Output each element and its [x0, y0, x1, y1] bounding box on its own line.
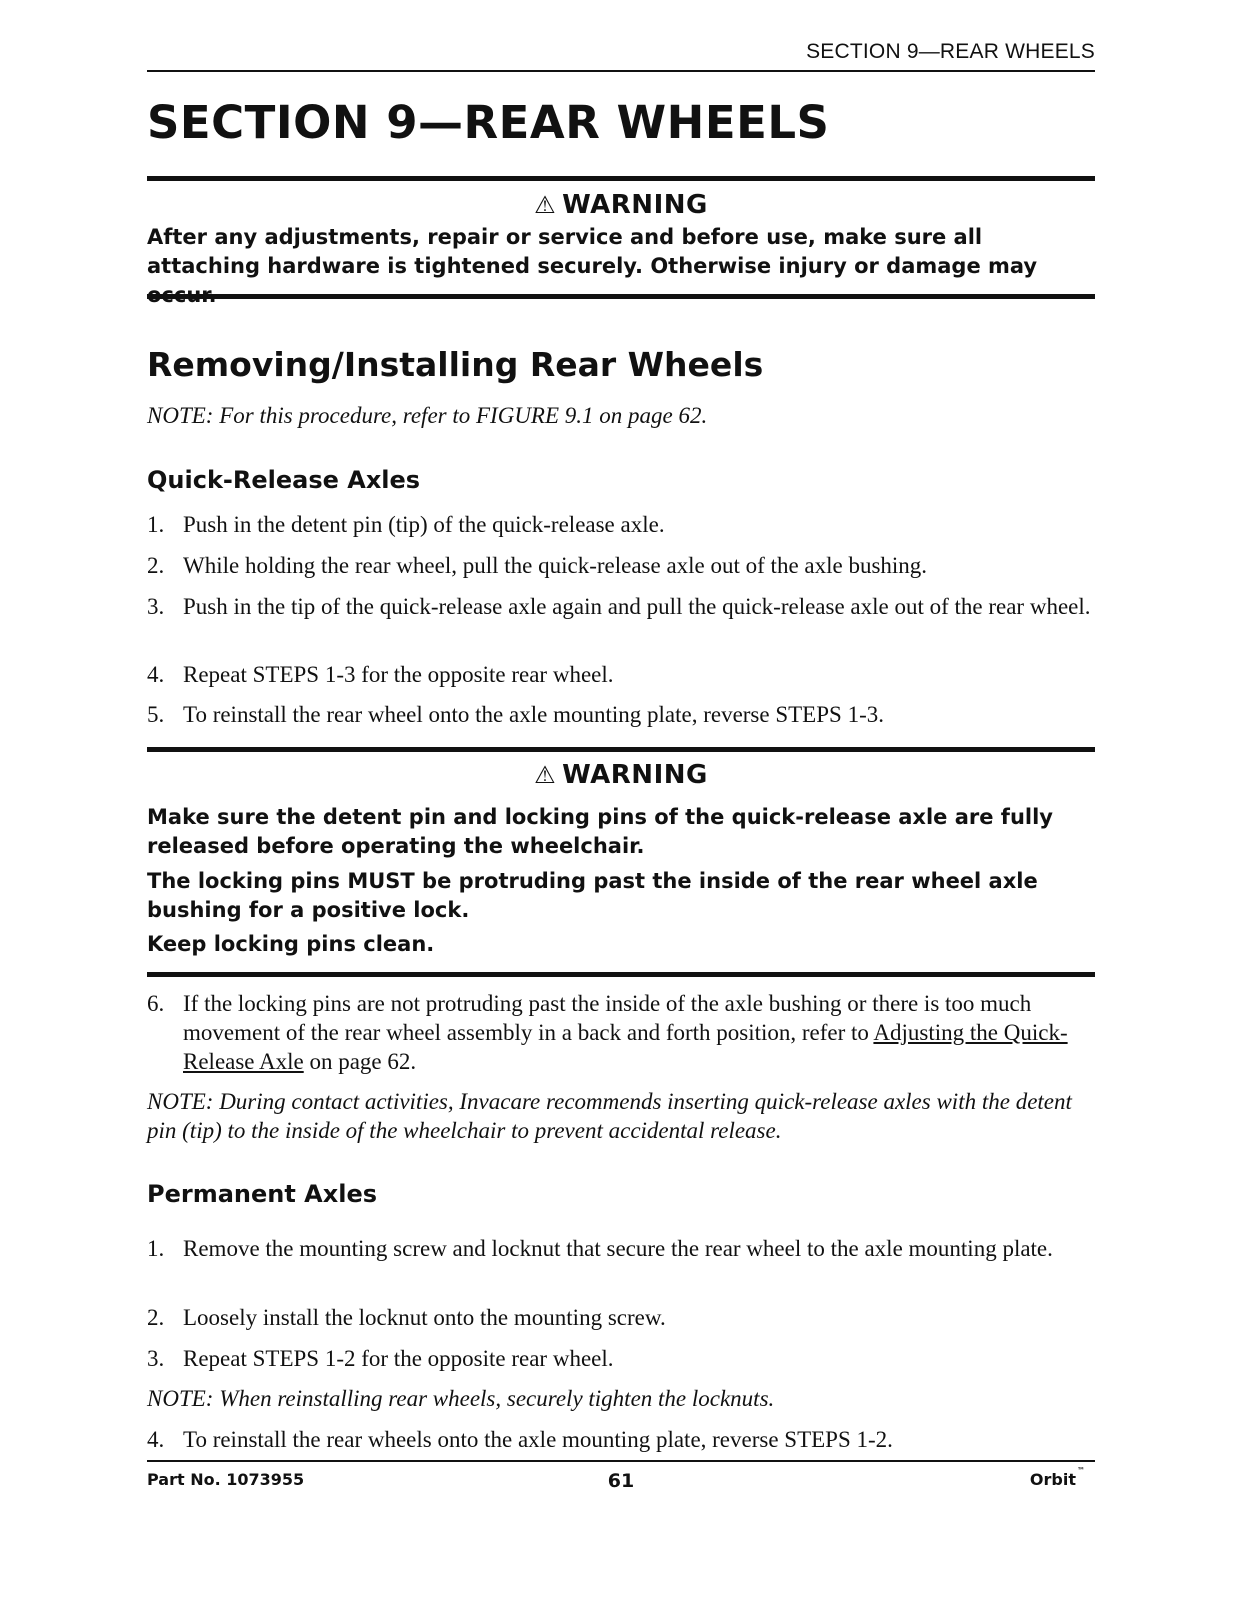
- footer-rule: [147, 1460, 1095, 1462]
- warning-label: WARNING: [562, 190, 708, 220]
- warning-triangle-icon: ⚠: [534, 761, 557, 789]
- section-title: SECTION 9—REAR WHEELS: [147, 96, 830, 149]
- subheading-permanent: Permanent Axles: [147, 1180, 378, 1208]
- warning-triangle-icon: ⚠: [534, 191, 557, 219]
- footer-product: Orbit™: [1029, 1466, 1085, 1489]
- link-adjusting-axle[interactable]: Adjusting the Quick-Release Axle: [183, 1020, 1068, 1074]
- warning-top-rule: [147, 747, 1095, 752]
- section-heading-removing: Removing/Installing Rear Wheels: [147, 345, 764, 384]
- warning-bottom-rule: [147, 972, 1095, 977]
- subheading-quick-release: Quick-Release Axles: [147, 466, 421, 494]
- note-figure-ref: NOTE: For this procedure, refer to FIGURE 9.1 on page 62.: [147, 403, 708, 428]
- footer-page-number: 61: [607, 1470, 635, 1492]
- note-locknuts: NOTE: When reinstalling rear wheels, securely tighten the locknuts.: [147, 1386, 775, 1411]
- warning-top-rule: [147, 176, 1095, 181]
- warning-text: Keep locking pins clean.: [147, 932, 435, 956]
- trademark-mark: ™: [1077, 1466, 1085, 1475]
- header-rule: [147, 70, 1095, 72]
- warning-title: [147, 760, 1095, 790]
- warning-bottom-rule: [147, 294, 1095, 299]
- footer-part-number: Part No. 1073955: [147, 1470, 305, 1489]
- warning-text: The locking pins MUST be protruding past the inside of the rear wheel axle bushing for a positive lock.: [147, 869, 1038, 922]
- running-header: SECTION 9—REAR WHEELS: [806, 40, 1095, 63]
- warning-label: WARNING: [562, 760, 708, 790]
- warning-text: Make sure the detent pin and locking pins of the quick-release axle are fully released before operating the wheelchair.: [147, 805, 1053, 858]
- warning-title: [147, 190, 1095, 220]
- warning-text: After any adjustments, repair or service and before use, make sure all attaching hardware is tightened securely. Otherwise injury or damage may: [147, 225, 1038, 278]
- note-contact: NOTE: During contact activities, Invacare recommends inserting quick-release axles with the detent pin (tip) to the inside of the wheelchair to prevent accidental release.: [147, 1089, 1072, 1143]
